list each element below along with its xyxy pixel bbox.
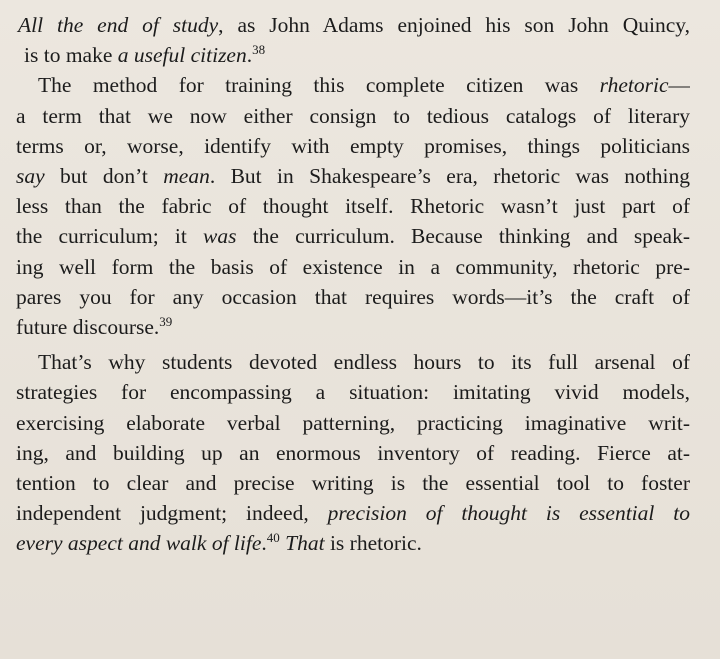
text-line — [16, 438, 690, 468]
italic-text: a useful citizen — [117, 43, 247, 68]
italic-text: every aspect and walk of life — [16, 531, 262, 556]
text-run: a term that we now either consign to tedious catalogs of literary — [16, 103, 690, 128]
text-line — [16, 408, 690, 438]
text-run: pares you for any occasion that requires words—it’s the craft of — [16, 284, 690, 309]
text-line — [16, 161, 690, 191]
text-run: , as John Adams enjoined his son John Quincy, — [218, 13, 690, 37]
italic-text: That — [285, 531, 325, 556]
text-line — [16, 221, 690, 251]
paragraph-2 — [16, 70, 690, 342]
text-line — [16, 347, 690, 377]
text-line — [16, 10, 690, 40]
text-line — [16, 528, 690, 558]
text-run: . — [246, 43, 253, 68]
text-run: independent judgment; indeed, — [16, 501, 328, 526]
italic-text: was — [203, 224, 237, 249]
italic-text: say — [16, 164, 45, 189]
text-line — [16, 191, 690, 221]
paragraph-3 — [16, 347, 690, 558]
text-run: . But in Shakespeare’s era, rhetoric was nothing — [209, 164, 690, 189]
italic-text: All the end of study — [18, 13, 219, 37]
text-line — [16, 312, 690, 342]
text-run: future discourse. — [16, 315, 160, 340]
text-run: the curriculum; it — [16, 224, 204, 249]
text-line — [16, 377, 690, 407]
footnote-marker: 38 — [252, 42, 266, 58]
text-line — [16, 252, 690, 282]
text-run: is rhetoric. — [324, 531, 422, 556]
text-run: ing well form the basis of existence in a community, rhetoric pre- — [16, 254, 690, 279]
text-run: . — [261, 531, 267, 556]
text-line — [16, 40, 690, 70]
italic-text: precision of thought is essential to — [327, 501, 690, 526]
text-run: — — [668, 73, 690, 98]
text-run: the curriculum. Because thinking and speak- — [236, 224, 690, 249]
text-run: exercising elaborate verbal patterning, practicing imaginative writ- — [16, 410, 690, 435]
text-run: tention to clear and precise writing is the essential tool to foster — [16, 471, 690, 496]
footnote-marker: 40 — [266, 530, 280, 546]
text-run: but don’t — [44, 164, 164, 189]
text-line — [16, 101, 690, 131]
text-run: is to make — [24, 43, 118, 68]
text-run: strategies for encompassing a situation: imitating vivid models, — [16, 380, 690, 405]
text-line — [16, 498, 690, 528]
text-run: ing, and building up an enormous inventory of reading. Fierce at- — [16, 440, 690, 465]
page-text — [16, 10, 690, 559]
text-line — [16, 468, 690, 498]
text-run: That’s why students devoted endless hours to its full arsenal of — [38, 350, 690, 375]
text-line — [16, 282, 690, 312]
italic-text: mean — [163, 164, 210, 189]
text-run: less than the fabric of thought itself. Rhetoric wasn’t just part of — [16, 194, 690, 219]
paragraph-1 — [16, 10, 690, 70]
text-run: terms or, worse, identify with empty promises, things politicians — [16, 133, 690, 158]
italic-text: rhetoric — [599, 73, 669, 98]
text-line — [16, 70, 690, 100]
footnote-marker: 39 — [159, 314, 173, 330]
text-run: The method for training this complete citizen was — [38, 73, 600, 98]
text-line — [16, 131, 690, 161]
